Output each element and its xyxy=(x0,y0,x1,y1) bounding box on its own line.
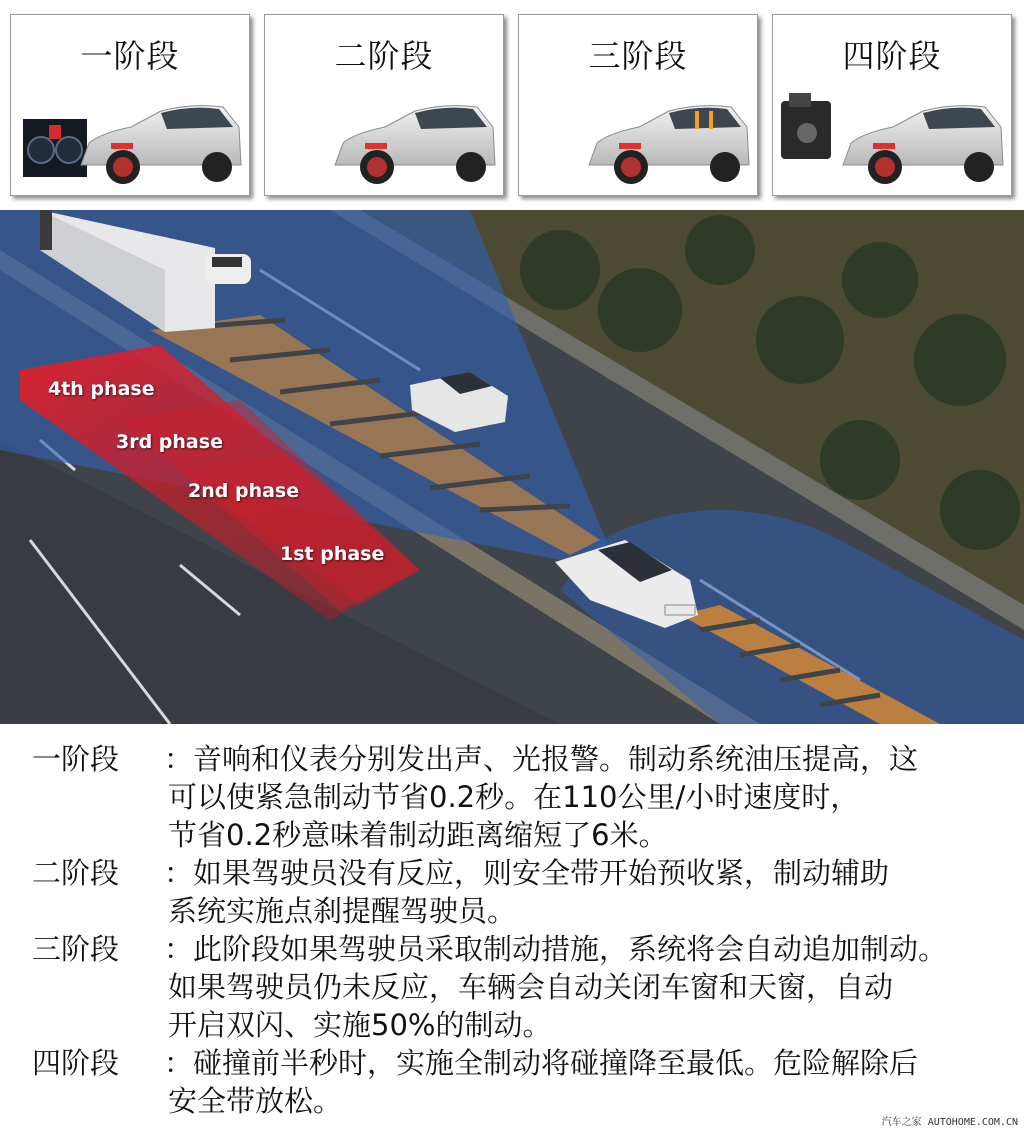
panel-phase-3 xyxy=(518,14,758,196)
stage-label: 三阶段 xyxy=(32,932,120,966)
phase-label-3: 3rd phase xyxy=(116,431,223,453)
phase-label-2: 2nd phase xyxy=(188,480,300,502)
brake-unit-icon xyxy=(781,93,831,159)
description-row-1 xyxy=(32,740,918,778)
description-line: 可以使紧急制动节省0.2秒。在110公里/小时速度时， xyxy=(168,780,860,814)
description-line: ：音响和仪表分别发出声、光报警。制动系统油压提高，这 xyxy=(164,742,919,776)
description-line: ：此阶段如果驾驶员采取制动措施，系统将会自动追加制动。 xyxy=(164,932,948,966)
panel-phase-1 xyxy=(10,14,250,196)
stage-label: 四阶段 xyxy=(32,1046,120,1080)
panel-title: 三阶段 xyxy=(588,37,688,75)
description-line: 开启双闪、实施50%的制动。 xyxy=(168,1008,552,1042)
phase-label-1: 1st phase xyxy=(280,543,385,565)
phase-panels xyxy=(0,0,1024,205)
car-far xyxy=(205,254,251,284)
description-row-4 xyxy=(32,1044,918,1082)
description-line: ：如果驾驶员没有反应，则安全带开始预收紧，制动辅助 xyxy=(164,856,890,890)
dashboard-icon xyxy=(23,119,87,177)
road-illustration xyxy=(0,210,1024,724)
description-line: 安全带放松。 xyxy=(168,1084,343,1118)
stage-label: 二阶段 xyxy=(32,856,120,890)
description-row-2 xyxy=(32,854,889,892)
description-line: ：碰撞前半秒时，实施全制动将碰撞降至最低。危险解除后 xyxy=(164,1046,919,1080)
panel-title: 一阶段 xyxy=(80,37,180,75)
panel-title: 二阶段 xyxy=(334,37,434,75)
panel-title: 四阶段 xyxy=(842,37,942,75)
description-row-3 xyxy=(32,930,947,968)
description-line: 系统实施点刹提醒驾驶员。 xyxy=(168,894,517,928)
stage-label: 一阶段 xyxy=(32,742,120,776)
phase-label-4: 4th phase xyxy=(48,378,155,400)
description-line: 如果驾驶员仍未反应，车辆会自动关闭车窗和天窗，自动 xyxy=(168,970,894,1004)
highway-scene xyxy=(0,210,1024,724)
panel-phase-2 xyxy=(264,14,504,196)
description-line: 节省0.2秒意味着制动距离缩短了6米。 xyxy=(168,818,668,852)
watermark: 汽车之家 AUTOHOME.COM.CN xyxy=(881,1117,1018,1128)
panel-phase-4 xyxy=(772,14,1012,196)
